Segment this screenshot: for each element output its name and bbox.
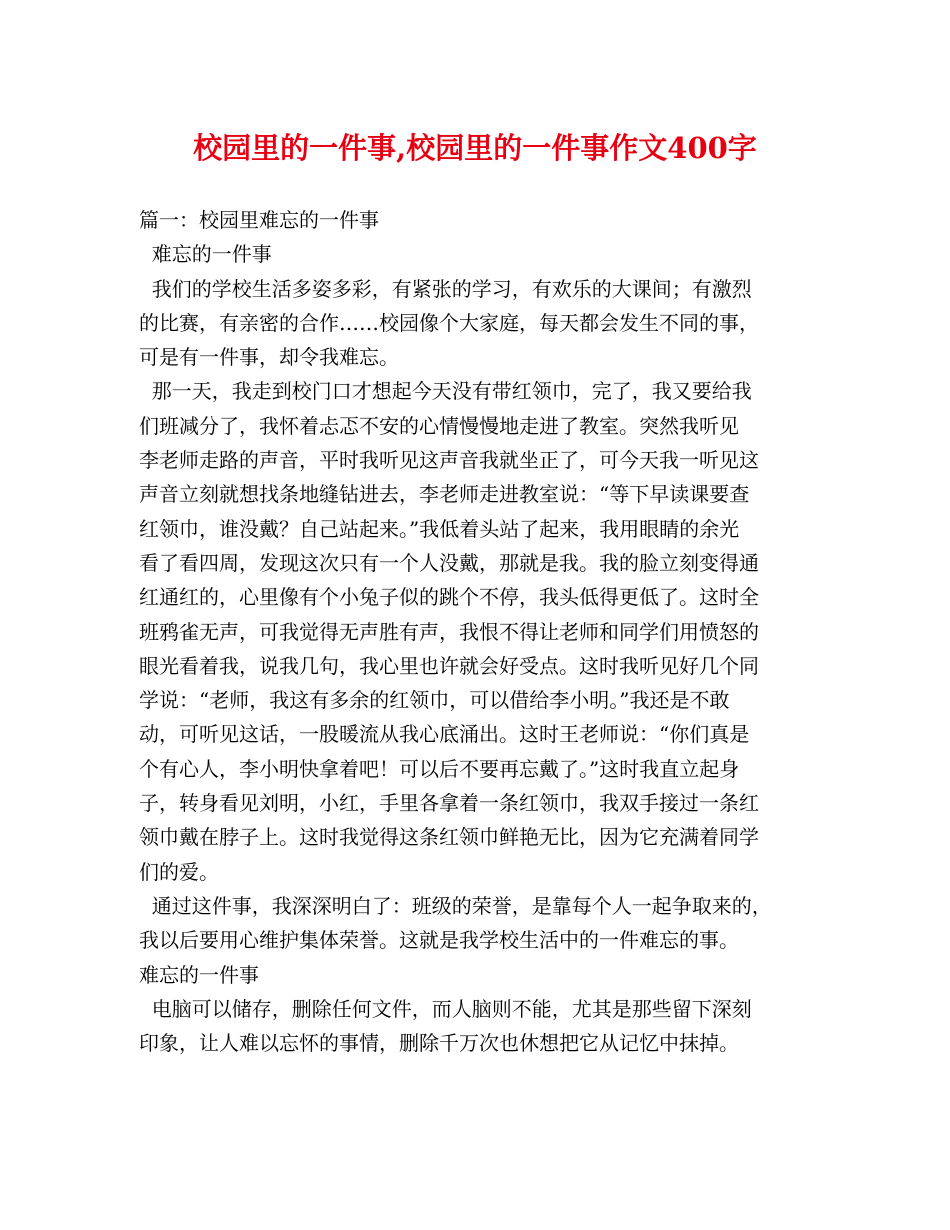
body-line: 难忘的一件事: [139, 242, 272, 267]
body-line: 眼光看着我，说我几句，我心里也许就会好受点。这时我听见好几个同: [139, 653, 759, 678]
body-line: 难忘的一件事: [139, 962, 259, 987]
body-line: 我以后要用心维护集体荣誉。这就是我学校生活中的一件难忘的事。: [139, 928, 739, 953]
document-body: [139, 203, 819, 1060]
body-line: 学说：“老师，我这有多余的红领巾，可以借给李小明。”我还是不敢: [139, 688, 730, 713]
body-line: 电脑可以储存，删除任何文件，而人脑则不能，尤其是那些留下深刻: [139, 996, 752, 1021]
body-line: 子，转身看见刘明，小红，手里各拿着一条红领巾，我双手接过一条红: [139, 791, 759, 816]
body-line: 红领巾，谁没戴？自己站起来。”我低着头站了起来，我用眼睛的余光: [139, 516, 740, 541]
body-line: 领巾戴在脖子上。这时我觉得这条红领巾鲜艳无比，因为它充满着同学: [139, 825, 759, 850]
body-line: 那一天，我走到校门口才想起今天没有带红领巾，完了，我又要给我: [139, 379, 752, 404]
body-line: 看了看四周，发现这次只有一个人没戴，那就是我。我的脸立刻变得通: [139, 550, 759, 575]
body-line: 可是有一件事，却令我难忘。: [139, 345, 399, 370]
body-line: 个有心人，李小明快拿着吧！可以后不要再忘戴了。”这时我直立起身: [139, 756, 740, 781]
body-line: 我们的学校生活多姿多彩，有紧张的学习，有欢乐的大课间；有激烈: [139, 276, 752, 301]
body-line: 通过这件事，我深深明白了：班级的荣誉，是靠每个人一起争取来的，: [139, 893, 772, 918]
body-line: 班鸦雀无声，可我觉得无声胜有声，我恨不得让老师和同学们用愤怒的: [139, 619, 759, 644]
body-line: 们班减分了，我怀着忐忑不安的心情慢慢地走进了教室。突然我听见: [139, 413, 739, 438]
body-line: 印象，让人难以忘怀的事情，删除千万次也休想把它从记忆中抹掉。: [139, 1031, 739, 1056]
body-line: 李老师走路的声音，平时我听见这声音我就坐正了，可今天我一听见这: [139, 448, 759, 473]
body-line: 声音立刻就想找条地缝钻进去，李老师走进教室说：“等下早读课要查: [139, 482, 750, 507]
body-line: 红通红的，心里像有个小兔子似的跳个不停，我头低得更低了。这时全: [139, 585, 759, 610]
body-line: 动，可听见这话，一股暖流从我心底涌出。这时王老师说：“你们真是: [139, 722, 750, 747]
body-line: 们的爱。: [139, 859, 219, 884]
body-line: 的比赛，有亲密的合作……校园像个大家庭，每天都会发生不同的事，: [139, 310, 759, 335]
document-title: 校园里的一件事,校园里的一件事作文400字: [193, 131, 757, 165]
body-line: 篇一：校园里难忘的一件事: [139, 208, 379, 232]
